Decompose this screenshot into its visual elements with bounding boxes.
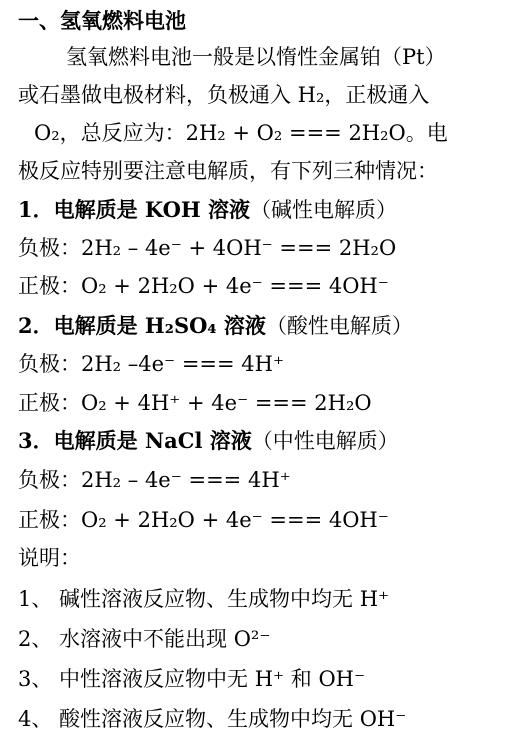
- section-1-title: 1．电解质是 KOH 溶液: [18, 197, 251, 222]
- intro-line-4: 极反应特别要注意电解质，有下列三种情况：: [18, 159, 438, 183]
- section-3-title: 3．电解质是 NaCl 溶液: [18, 428, 252, 453]
- intro-line-2: 或石墨做电极材料，负极通入 H₂，正极通入: [18, 83, 430, 107]
- notes-label: 说明：: [18, 546, 81, 570]
- section-3-note: （中性电解质）: [251, 429, 399, 453]
- note-item-1: 1、 碱性溶液反应物、生成物中均无 H⁺: [18, 587, 390, 611]
- note-item-2: 2、 水溶液中不能出现 O²⁻: [18, 627, 271, 651]
- section-1-positive-electrode: 正极：O₂ + 2H₂O + 4e⁻ === 4OH⁻: [18, 274, 389, 298]
- section-2-note: （酸性电解质）: [265, 314, 413, 338]
- note-item-4: 4、 酸性溶液反应物、生成物中均无 OH⁻: [18, 707, 407, 731]
- section-2-negative-electrode: 负极：2H₂ –4e⁻ === 4H⁺: [18, 352, 285, 376]
- document-title: 一、氢氧燃料电池: [18, 8, 186, 33]
- note-item-3: 3、 中性溶液反应物中无 H⁺ 和 OH⁻: [18, 667, 366, 691]
- section-2-heading: [18, 311, 519, 341]
- section-2-positive-electrode: 正极：O₂ + 4H⁺ + 4e⁻ === 2H₂O: [18, 391, 372, 415]
- section-3-negative-electrode: 负极：2H₂ – 4e⁻ === 4H⁺: [18, 468, 291, 492]
- section-1-heading: [18, 195, 519, 225]
- section-1-note: （碱性电解质）: [250, 198, 398, 222]
- section-3-positive-electrode: 正极：O₂ + 2H₂O + 4e⁻ === 4OH⁻: [18, 508, 389, 532]
- intro-line-1: 氢氧燃料电池一般是以惰性金属铂（Pt）: [66, 45, 446, 69]
- intro-line-3: O₂，总反应为：2H₂ + O₂ === 2H₂O。电: [34, 121, 448, 145]
- section-3-heading: [18, 426, 519, 456]
- section-1-negative-electrode: 负极：2H₂ – 4e⁻ + 4OH⁻ === 2H₂O: [18, 236, 397, 260]
- section-2-title: 2．电解质是 H₂SO₄ 溶液: [18, 313, 266, 338]
